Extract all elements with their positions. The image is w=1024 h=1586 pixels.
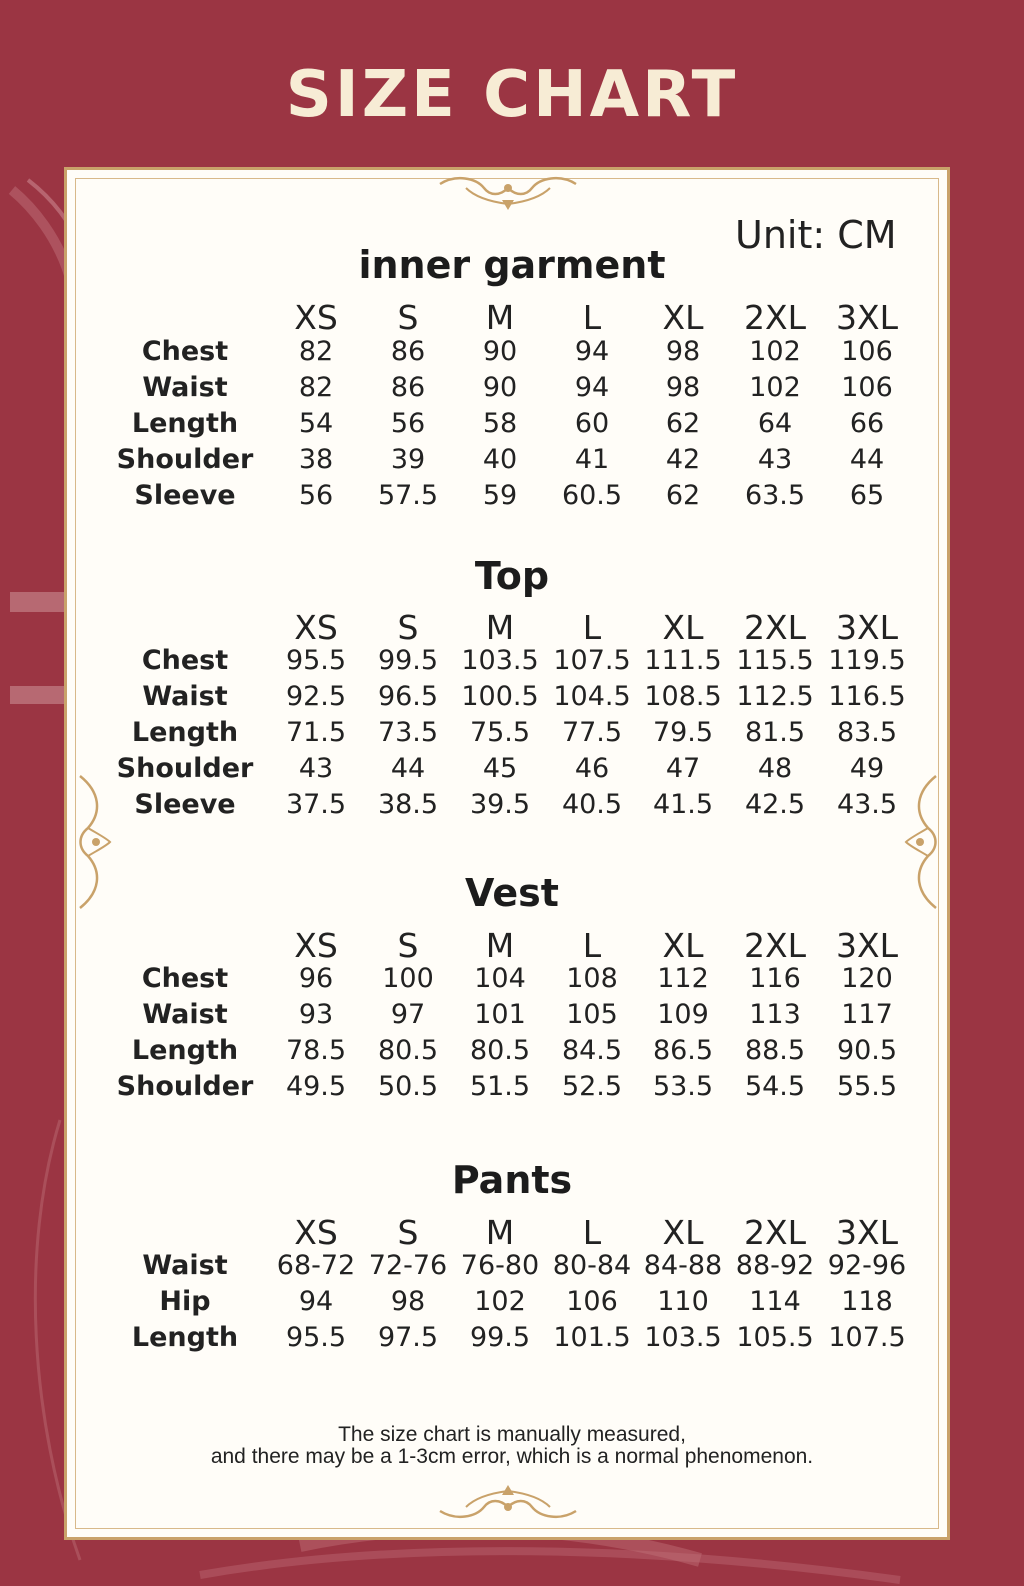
measurement-value: 115.5 <box>736 645 814 676</box>
measurement-row <box>0 478 1024 514</box>
measurement-value: 99.5 <box>469 1322 531 1353</box>
measurement-row <box>0 751 1024 787</box>
measurement-value: 57.5 <box>377 480 439 511</box>
measurement-value: 90 <box>482 372 518 403</box>
measurement-row <box>0 1284 1024 1320</box>
measurement-value: 71.5 <box>285 717 347 748</box>
measurement-value: 42 <box>665 444 701 475</box>
measurement-value: 42.5 <box>744 789 806 820</box>
measurement-value: 46 <box>574 753 610 784</box>
page-title: SIZE CHART <box>285 58 739 132</box>
size-header-cell: S <box>397 608 419 647</box>
size-header-cell: 2XL <box>744 608 806 647</box>
measurement-value: 88-92 <box>735 1250 815 1281</box>
measurement-value: 104.5 <box>553 681 631 712</box>
measurement-value: 97.5 <box>377 1322 439 1353</box>
measurement-value: 102 <box>474 1286 526 1317</box>
measurement-value: 51.5 <box>469 1071 531 1102</box>
measurement-value: 79.5 <box>652 717 714 748</box>
measurement-label: Length <box>131 408 239 439</box>
size-header-cell: 2XL <box>744 926 806 965</box>
section-title: Pants <box>451 1158 573 1202</box>
measurement-value: 90.5 <box>836 1035 898 1066</box>
measurement-label: Chest <box>141 645 229 676</box>
measurement-value: 44 <box>849 444 885 475</box>
measurement-label: Chest <box>141 963 229 994</box>
measurement-row <box>0 442 1024 478</box>
measurement-value: 60 <box>574 408 610 439</box>
size-header-cell: M <box>485 926 515 965</box>
measurement-value: 107.5 <box>828 1322 906 1353</box>
size-header-cell: XS <box>294 608 338 647</box>
size-header-cell: S <box>397 298 419 337</box>
size-header-row <box>0 926 1024 965</box>
measurement-value: 93 <box>298 999 334 1030</box>
size-header-cell: 2XL <box>744 1213 806 1252</box>
size-header-cell: XL <box>662 926 704 965</box>
measurement-value: 110 <box>657 1286 709 1317</box>
top-ornament-icon <box>436 174 580 212</box>
size-header-cell: S <box>397 926 419 965</box>
measurement-value: 62 <box>665 408 701 439</box>
measurement-value: 66 <box>849 408 885 439</box>
measurement-row <box>0 787 1024 823</box>
measurement-value: 112 <box>657 963 709 994</box>
measurement-value: 47 <box>665 753 701 784</box>
measurement-value: 102 <box>749 372 801 403</box>
size-header-cell: L <box>582 608 602 647</box>
measurement-value: 45 <box>482 753 518 784</box>
measurement-label: Shoulder <box>116 1071 254 1102</box>
measurement-value: 43 <box>757 444 793 475</box>
size-header-cell: XS <box>294 1213 338 1252</box>
measurement-value: 94 <box>574 336 610 367</box>
measurement-label: Shoulder <box>116 444 254 475</box>
measurement-label: Length <box>131 717 239 748</box>
measurement-row <box>0 715 1024 751</box>
measurement-value: 84.5 <box>561 1035 623 1066</box>
measurement-value: 108 <box>566 963 618 994</box>
measurement-value: 97 <box>390 999 426 1030</box>
measurement-value: 98 <box>390 1286 426 1317</box>
size-header-cell: XS <box>294 298 338 337</box>
measurement-value: 106 <box>566 1286 618 1317</box>
measurement-label: Chest <box>141 336 229 367</box>
measurement-label: Waist <box>142 1250 228 1281</box>
measurement-value: 96.5 <box>377 681 439 712</box>
measurement-value: 62 <box>665 480 701 511</box>
measurement-value: 77.5 <box>561 717 623 748</box>
measurement-value: 80.5 <box>469 1035 531 1066</box>
note-line-2: and there may be a 1-3cm error, which is a normal phenomenon. <box>210 1445 814 1468</box>
size-header-cell: M <box>485 298 515 337</box>
measurement-value: 78.5 <box>285 1035 347 1066</box>
unit-label: Unit: CM <box>735 213 897 257</box>
size-header-cell: L <box>582 1213 602 1252</box>
measurement-value: 54 <box>298 408 334 439</box>
measurement-value: 83.5 <box>836 717 898 748</box>
measurement-row <box>0 961 1024 997</box>
measurement-value: 48 <box>757 753 793 784</box>
measurement-label: Length <box>131 1035 239 1066</box>
measurement-value: 38.5 <box>377 789 439 820</box>
measurement-value: 56 <box>298 480 334 511</box>
size-header-row <box>0 1213 1024 1252</box>
measurement-value: 52.5 <box>561 1071 623 1102</box>
size-header-row <box>0 298 1024 337</box>
size-header-row <box>0 608 1024 647</box>
measurement-value: 80-84 <box>552 1250 632 1281</box>
measurement-row <box>0 643 1024 679</box>
measurement-value: 86.5 <box>652 1035 714 1066</box>
measurement-value: 38 <box>298 444 334 475</box>
measurement-value: 108.5 <box>644 681 722 712</box>
measurement-value: 82 <box>298 336 334 367</box>
measurement-value: 39.5 <box>469 789 531 820</box>
measurement-value: 100 <box>382 963 434 994</box>
measurement-value: 86 <box>390 372 426 403</box>
measurement-value: 43 <box>298 753 334 784</box>
measurement-row <box>0 679 1024 715</box>
measurement-value: 102 <box>749 336 801 367</box>
section-title: Top <box>474 554 550 598</box>
measurement-value: 111.5 <box>644 645 722 676</box>
measurement-row <box>0 1320 1024 1356</box>
measurement-value: 82 <box>298 372 334 403</box>
measurement-value: 96 <box>298 963 334 994</box>
measurement-value: 55.5 <box>836 1071 898 1102</box>
measurement-value: 73.5 <box>377 717 439 748</box>
measurement-value: 60.5 <box>561 480 623 511</box>
measurement-value: 44 <box>390 753 426 784</box>
note-line-1: The size chart is manually measured, <box>338 1423 686 1446</box>
measurement-value: 84-88 <box>643 1250 723 1281</box>
measurement-value: 103.5 <box>644 1322 722 1353</box>
measurement-value: 101 <box>474 999 526 1030</box>
size-header-cell: L <box>582 926 602 965</box>
measurement-value: 94 <box>574 372 610 403</box>
measurement-value: 103.5 <box>461 645 539 676</box>
measurement-value: 49.5 <box>285 1071 347 1102</box>
measurement-value: 41 <box>574 444 610 475</box>
measurement-value: 80.5 <box>377 1035 439 1066</box>
measurement-value: 68-72 <box>276 1250 356 1281</box>
measurement-value: 105 <box>566 999 618 1030</box>
measurement-label: Waist <box>142 999 228 1030</box>
measurement-value: 72-76 <box>368 1250 448 1281</box>
measurement-value: 65 <box>849 480 885 511</box>
measurement-value: 120 <box>841 963 893 994</box>
measurement-value: 95.5 <box>285 1322 347 1353</box>
measurement-label: Waist <box>142 372 228 403</box>
measurement-value: 98 <box>665 372 701 403</box>
measurement-value: 37.5 <box>285 789 347 820</box>
size-header-cell: 3XL <box>836 926 898 965</box>
measurement-value: 40.5 <box>561 789 623 820</box>
size-header-cell: 3XL <box>836 298 898 337</box>
measurement-value: 119.5 <box>828 645 906 676</box>
measurement-label: Sleeve <box>134 789 236 820</box>
measurement-value: 39 <box>390 444 426 475</box>
measurement-value: 63.5 <box>744 480 806 511</box>
measurement-value: 109 <box>657 999 709 1030</box>
measurement-row <box>0 1069 1024 1105</box>
measurement-value: 104 <box>474 963 526 994</box>
measurement-label: Length <box>131 1322 239 1353</box>
measurement-row <box>0 1248 1024 1284</box>
measurement-value: 113 <box>749 999 801 1030</box>
measurement-value: 99.5 <box>377 645 439 676</box>
measurement-value: 75.5 <box>469 717 531 748</box>
size-header-cell: XL <box>662 608 704 647</box>
measurement-value: 107.5 <box>553 645 631 676</box>
measurement-value: 43.5 <box>836 789 898 820</box>
measurement-value: 117 <box>841 999 893 1030</box>
measurement-value: 116 <box>749 963 801 994</box>
size-header-cell: M <box>485 1213 515 1252</box>
size-header-cell: L <box>582 298 602 337</box>
measurement-value: 41.5 <box>652 789 714 820</box>
measurement-value: 86 <box>390 336 426 367</box>
measurement-value: 105.5 <box>736 1322 814 1353</box>
section-title: Vest <box>465 871 559 915</box>
measurement-value: 54.5 <box>744 1071 806 1102</box>
bottom-ornament-icon <box>436 1483 580 1521</box>
size-header-cell: S <box>397 1213 419 1252</box>
measurement-row <box>0 997 1024 1033</box>
measurement-label: Hip <box>159 1286 211 1317</box>
measurement-label: Shoulder <box>116 753 254 784</box>
measurement-value: 92-96 <box>827 1250 907 1281</box>
measurement-value: 50.5 <box>377 1071 439 1102</box>
measurement-value: 49 <box>849 753 885 784</box>
measurement-value: 81.5 <box>744 717 806 748</box>
measurement-note <box>0 1424 1024 1468</box>
measurement-value: 56 <box>390 408 426 439</box>
measurement-value: 76-80 <box>460 1250 540 1281</box>
measurement-row <box>0 406 1024 442</box>
measurement-value: 100.5 <box>461 681 539 712</box>
measurement-value: 95.5 <box>285 645 347 676</box>
measurement-row <box>0 334 1024 370</box>
measurement-value: 106 <box>841 372 893 403</box>
measurement-value: 114 <box>749 1286 801 1317</box>
measurement-value: 116.5 <box>828 681 906 712</box>
measurement-value: 98 <box>665 336 701 367</box>
measurement-value: 92.5 <box>285 681 347 712</box>
measurement-value: 112.5 <box>736 681 814 712</box>
measurement-value: 53.5 <box>652 1071 714 1102</box>
size-header-cell: 3XL <box>836 608 898 647</box>
measurement-row <box>0 370 1024 406</box>
measurement-value: 58 <box>482 408 518 439</box>
section-title: inner garment <box>358 243 666 287</box>
size-header-cell: 3XL <box>836 1213 898 1252</box>
size-header-cell: M <box>485 608 515 647</box>
size-header-cell: XS <box>294 926 338 965</box>
measurement-value: 101.5 <box>553 1322 631 1353</box>
measurement-value: 40 <box>482 444 518 475</box>
measurement-value: 64 <box>757 408 793 439</box>
measurement-value: 88.5 <box>744 1035 806 1066</box>
measurement-label: Sleeve <box>134 480 236 511</box>
measurement-row <box>0 1033 1024 1069</box>
size-header-cell: 2XL <box>744 298 806 337</box>
size-header-cell: XL <box>662 1213 704 1252</box>
measurement-value: 90 <box>482 336 518 367</box>
measurement-label: Waist <box>142 681 228 712</box>
size-header-cell: XL <box>662 298 704 337</box>
measurement-value: 94 <box>298 1286 334 1317</box>
measurement-value: 118 <box>841 1286 893 1317</box>
measurement-value: 106 <box>841 336 893 367</box>
measurement-value: 59 <box>482 480 518 511</box>
